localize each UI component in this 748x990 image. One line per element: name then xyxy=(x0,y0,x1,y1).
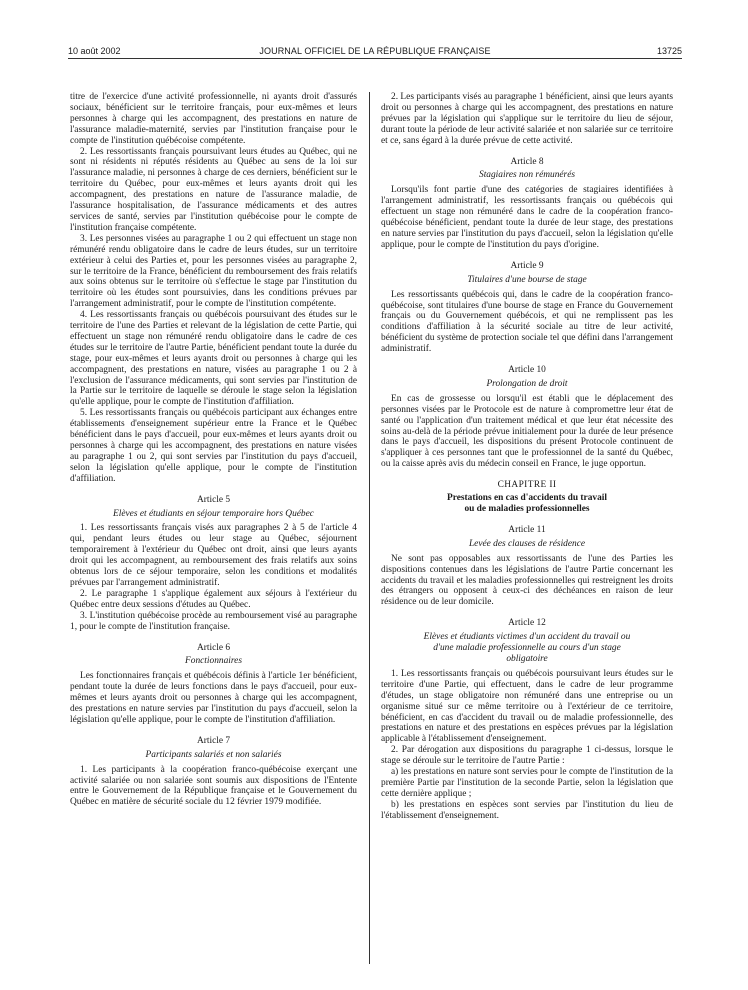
article-subtitle-line: Elèves et étudiants victimes d'un accident du travail ou xyxy=(423,632,631,643)
article-subtitle: Participants salariés et non salariés xyxy=(145,749,282,760)
article-heading: Article 8 xyxy=(510,156,544,167)
chapter-title-line: Prestations en cas d'accidents du travail xyxy=(447,493,607,504)
paragraph: 1. Les ressortissants français ou québécois poursuivant leurs études sur le territoire d'une Partie, qui effectuent, dans le cadre de leur programme d'études, un stage obligatoire non rémunéré dans une entreprise ou un organisme situé sur ce même territoire ou à l'extérieur de ce territoire, bénéficient, en cas d'accident du travail ou de maladie professionnelle, des prestations en nature et des prestations en espèces prévues par la législation applicable à l'établissement d'enseignement. xyxy=(381,668,673,745)
left-column xyxy=(70,92,357,808)
issue-date: 10 août 2002 xyxy=(68,46,121,56)
article-subtitle xyxy=(381,632,673,665)
paragraph: 1. Les ressortissants français visés aux paragraphes 2 à 5 de l'article 4 qui, pendant leurs études ou leur stage au Québec, séjournent temporairement à l'extérieur du Québec ont droit, ainsi que leurs ayants droit qui les accompagnent, au remboursement des frais relatifs aux soins obtenus lors de ce séjour temporaire, selon les conditions et modalités prévues par l'arrangement administratif. xyxy=(70,523,357,588)
article-subtitle: Titulaires d'une bourse de stage xyxy=(467,274,587,285)
paragraph: 2. Les ressortissants français poursuivant leurs études au Québec, qui ne sont ni résidents ni réputés résidents au Québec au sens de la loi sur l'assurance maladie, ni personnes à charge de ces derniers, bénéficient sur le territoire du Québec, pour eux-mêmes et leurs ayants droit qui les accompagnent, des prestations en nature de l'assurance maladie, de l'assurance hospitalisation, de l'assurance médicaments et des autres services de santé, servies par l'institution québécoise pour le compte de l'institution française compétente. xyxy=(70,146,357,233)
paragraph: 3. Les personnes visées au paragraphe 1 ou 2 qui effectuent un stage non rémunéré rendu obligatoire dans le cadre de leurs études, sur un territoire extérieur à celui des Parties et, pour les personnes visées au paragraphe 2, sur le territoire de la France, bénéficient du remboursement des frais relatifs aux soins obtenus sur le territoire où s'effectue le stage par l'institution du territoire où les études sont poursuivies, dans les conditions prévues par l'arrangement administratif, pour le compte de l'institution compétente. xyxy=(70,233,357,310)
paragraph: Les ressortissants québécois qui, dans le cadre de la coopération franco-québécoise, sont titulaires d'une bourse de stage en France du Gouvernement français ou du Gouvernement québécois, et qui ne remplissent pas les conditions d'affiliation à la sécurité sociale au titre de leur activité, bénéficient du système de protection sociale tel que défini dans l'arrangement administratif. xyxy=(381,289,673,355)
paragraph: 2. Les participants visés au paragraphe 1 bénéficient, ainsi que leurs ayants droit ou personnes à charge qui les accompagnent, des prestations en nature prévues par la législation qui s'applique sur le territoire du lieu de séjour, durant toute la période de leur activité salariée et non salariée sur ce territoire et ce, sans égard à la durée prévue de cette activité. xyxy=(381,92,673,146)
chapter-title xyxy=(381,493,673,515)
article-subtitle: Stagiaires non rémunérés xyxy=(479,170,575,181)
article-subtitle-line: d'une maladie professionnelle au cours d'un stage xyxy=(433,643,621,654)
paragraph: titre de l'exercice d'une activité professionnelle, ni ayants droit d'assurés sociaux, bénéficient sur le territoire français, pour eux-mêmes et leurs personnes à charge qui les accompagnent, des prestations en nature de l'assurance maladie-maternité, servies par l'institution française pour le compte de l'institution québécoise compétente. xyxy=(70,92,357,146)
paragraph: 2. Par dérogation aux dispositions du paragraphe 1 ci-dessus, lorsque le stage se déroule sur le territoire de l'autre Partie : xyxy=(381,745,673,767)
article-subtitle: Levée des clauses de résidence xyxy=(468,538,586,549)
chapter-title-line: ou de maladies professionnelles xyxy=(464,504,590,514)
article-heading: Article 11 xyxy=(508,524,546,535)
paragraph: 3. L'institution québécoise procède au remboursement visé au paragraphe 1, pour le compte de l'institution française. xyxy=(70,610,357,632)
article-heading: Article 12 xyxy=(508,618,546,629)
article-heading: Article 7 xyxy=(196,735,231,746)
paragraph: Les fonctionnaires français et québécois définis à l'article 1er bénéficient, pendant toute la durée de leurs fonctions dans le pays d'accueil, pour eux-mêmes et leurs ayants droit ou personnes à charge qui les accompagnent, des prestations en nature servies par l'institution du pays d'accueil, selon la législation qu'elle applique, pour le compte de l'institution d'affiliation. xyxy=(70,671,357,725)
article-subtitle: Prolongation de droit xyxy=(486,378,568,389)
article-heading: Article 9 xyxy=(510,260,544,271)
article-heading: Article 10 xyxy=(508,365,546,376)
header-rule xyxy=(68,58,682,59)
paragraph: a) les prestations en nature sont servies pour le compte de l'institution de la première Partie par l'institution de la seconde Partie, selon la législation que cette dernière applique ; xyxy=(381,767,673,799)
page-number: 13725 xyxy=(656,46,682,56)
article-subtitle: Elèves et étudiants en séjour temporaire hors Québec xyxy=(113,508,314,519)
paragraph: b) les prestations en espèces sont servies par l'institution du lieu de l'établissement d'enseignement. xyxy=(381,799,673,821)
paragraph: 1. Les participants à la coopération franco-québécoise exerçant une activité salariée ou non salariée sont soumis aux dispositions de l'Entente entre le Gouvernement de la République française et le Gouvernement du Québec en matière de sécurité sociale du 12 février 1979 modifiée. xyxy=(70,764,357,808)
column-divider xyxy=(369,92,370,964)
paragraph: 5. Les ressortissants français ou québécois participant aux échanges entre établissements d'enseignement supérieur entre la France et le Québec bénéficient dans le pays d'accueil, pour eux-mêmes et leurs ayants droit ou personnes à charge qui les accompagnent, des prestations en nature visées au paragraphe 1 ou 2, qui sont servies par l'institution du pays d'accueil, selon la législation qu'elle applique, pour le compte de l'institution d'affiliation. xyxy=(70,408,357,484)
article-subtitle-line: obligatoire xyxy=(506,653,548,664)
chapter-heading: CHAPITRE II xyxy=(497,480,557,491)
paragraph: Lorsqu'ils font partie d'une des catégories de stagiaires identifiées à l'arrangement administratif, les ressortissants français ou québécois qui effectuent un stage non rémunéré dans le cadre de la coopération franco-québécoise bénéficient, pendant toute la durée de leur stage, des prestations en nature servies par l'institution du pays d'accueil, selon la législation qu'elle applique, pour le compte de l'institution du pays d'origine. xyxy=(381,185,673,250)
paragraph: 4. Les ressortissants français ou québécois poursuivant des études sur le territoire de l'une des Parties et relevant de la législation de cette Partie, qui effectuent un stage non rémunéré rendu obligatoire dans le cadre de ces études sur le territoire de l'autre Partie, bénéficient pendant toute la durée du stage, pour eux-mêmes et leurs ayants droit ou personnes à charge qui les accompagnent, des prestations en nature, visées au paragraphe 1 ou 2 à l'exclusion de l'assurance médicaments, qui sont servies par l'institution de la Partie sur le territoire de laquelle se déroule le stage selon la législation qu'elle applique, pour le compte de l'institution d'affiliation. xyxy=(70,310,357,408)
right-column xyxy=(381,92,673,822)
article-heading: Article 5 xyxy=(196,494,231,505)
journal-title: JOURNAL OFFICIEL DE LA RÉPUBLIQUE FRANÇAISE xyxy=(259,46,491,56)
paragraph: En cas de grossesse ou lorsqu'il est établi que le déplacement des personnes visées par le Protocole est de nature à compromettre leur état de santé ou l'application d'un traitement médical et que leur état nécessite des soins au-delà de la période prévue initialement pour la durée de leur présence dans le pays d'accueil, les dispositions du présent Protocole continuent de s'appliquer à ces personnes tant que le professionnel de la santé du Québec, ou la caisse après avis du médecin conseil en France, le juge opportun. xyxy=(381,393,673,470)
paragraph: 2. Le paragraphe 1 s'applique également aux séjours à l'extérieur du Québec entre deux sessions d'études au Québec. xyxy=(70,588,357,610)
article-heading: Article 6 xyxy=(196,642,231,653)
paragraph: Ne sont pas opposables aux ressortissants de l'une des Parties les dispositions contenues dans les législations de l'autre Partie concernant les accidents du travail et les maladies professionnelles qui restreignent les droits des étrangers ou opposent à ceux-ci des déchéances en raison de leur résidence ou de leur domicile. xyxy=(381,553,673,608)
article-subtitle: Fonctionnaires xyxy=(185,656,242,667)
